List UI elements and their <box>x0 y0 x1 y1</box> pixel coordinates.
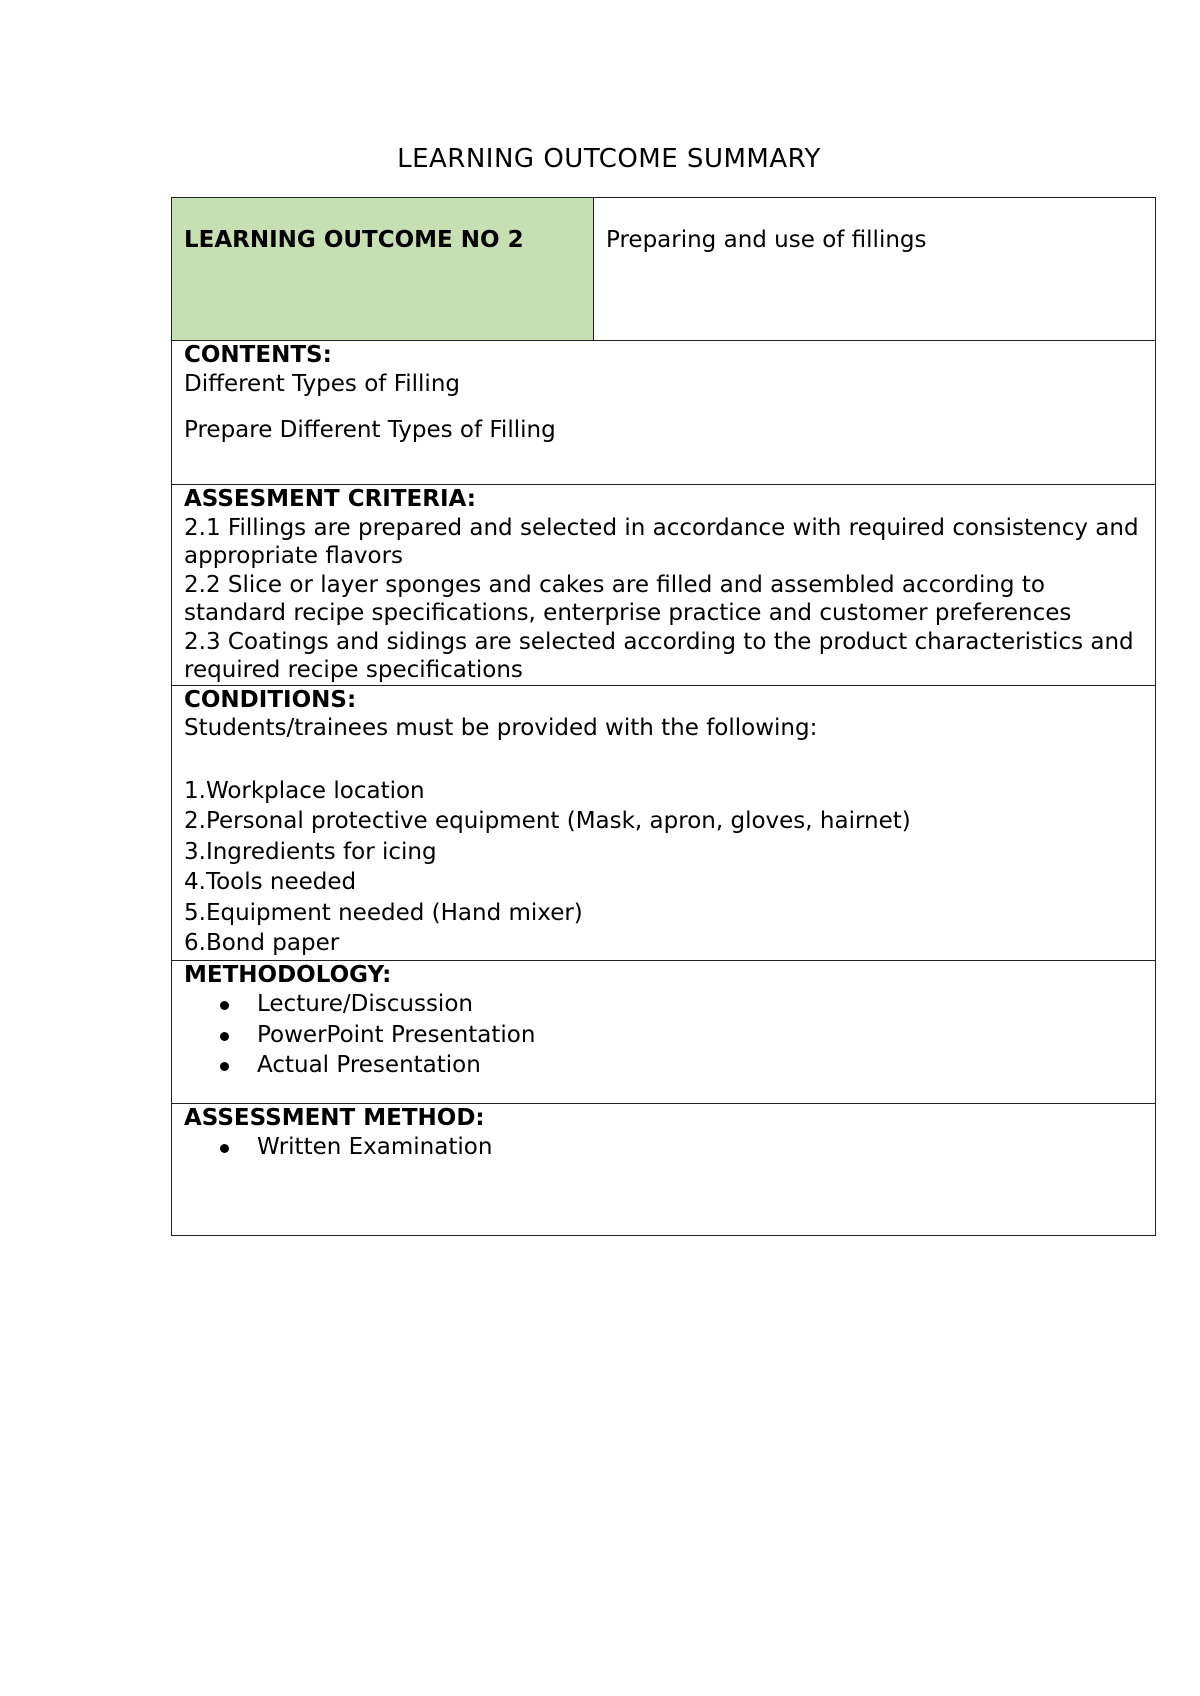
learning-outcome-table <box>171 197 1156 1236</box>
table-row-assessment-method <box>172 1103 1156 1235</box>
assessment-method-cell <box>172 1103 1156 1235</box>
table-row-contents <box>172 341 1156 485</box>
list-item <box>184 1020 1143 1051</box>
methodology-cell <box>172 960 1156 1103</box>
table-row-conditions <box>172 685 1156 960</box>
bullet-icon <box>220 1144 229 1153</box>
criteria-item: 2.2 Slice or layer sponges and cakes are filled and assembled according to standard recipe specifications, enterprise practice and customer preferences <box>184 571 1072 626</box>
condition-item: 3.Ingredients for icing <box>184 838 437 865</box>
table-row-learning-outcome <box>172 198 1156 341</box>
table-row-methodology <box>172 960 1156 1103</box>
list-item <box>184 989 1143 1020</box>
bullet-icon <box>220 1032 229 1041</box>
methodology-heading: METHODOLOGY: <box>184 961 392 988</box>
contents-heading: CONTENTS: <box>184 342 332 368</box>
bullet-icon <box>220 1001 229 1010</box>
table-row-assessment-criteria <box>172 485 1156 686</box>
condition-item: 1.Workplace location <box>184 777 425 804</box>
list-item <box>184 1050 1143 1081</box>
criteria-item: 2.1 Fillings are prepared and selected in accordance with required consistency and appropriate flavors <box>184 514 1139 569</box>
assessment-method-list <box>184 1132 1143 1163</box>
assessment-method-item: Written Examination <box>257 1134 493 1160</box>
condition-item: 6.Bond paper <box>184 930 340 956</box>
condition-item: 4.Tools needed <box>184 869 357 895</box>
assessment-criteria-cell <box>172 485 1156 686</box>
methodology-item: Actual Presentation <box>257 1052 481 1078</box>
conditions-cell <box>172 685 1156 960</box>
page-title: LEARNING OUTCOME SUMMARY <box>397 144 821 174</box>
spacer <box>184 743 1143 776</box>
methodology-item: PowerPoint Presentation <box>257 1021 536 1048</box>
list-item <box>184 1132 1143 1163</box>
learning-outcome-label: LEARNING OUTCOME NO 2 <box>172 198 594 341</box>
contents-item: Different Types of Filling <box>184 370 460 397</box>
bullet-icon <box>220 1062 229 1071</box>
learning-outcome-title: Preparing and use of fillings <box>594 198 1156 341</box>
conditions-intro: Students/trainees must be provided with the following: <box>184 715 818 741</box>
condition-item: 5.Equipment needed (Hand mixer) <box>184 899 583 926</box>
methodology-list <box>184 989 1143 1081</box>
criteria-item: 2.3 Coatings and sidings are selected according to the product characteristics and required recipe specifications <box>184 628 1134 683</box>
contents-item: Prepare Different Types of Filling <box>184 417 556 443</box>
assessment-method-heading: ASSESSMENT METHOD: <box>184 1104 485 1131</box>
assessment-criteria-heading: ASSESMENT CRITERIA: <box>184 486 476 512</box>
conditions-heading: CONDITIONS: <box>184 686 357 713</box>
contents-cell <box>172 341 1156 485</box>
methodology-item: Lecture/Discussion <box>257 991 473 1017</box>
condition-item: 2.Personal protective equipment (Mask, apron, gloves, hairnet) <box>184 808 911 834</box>
